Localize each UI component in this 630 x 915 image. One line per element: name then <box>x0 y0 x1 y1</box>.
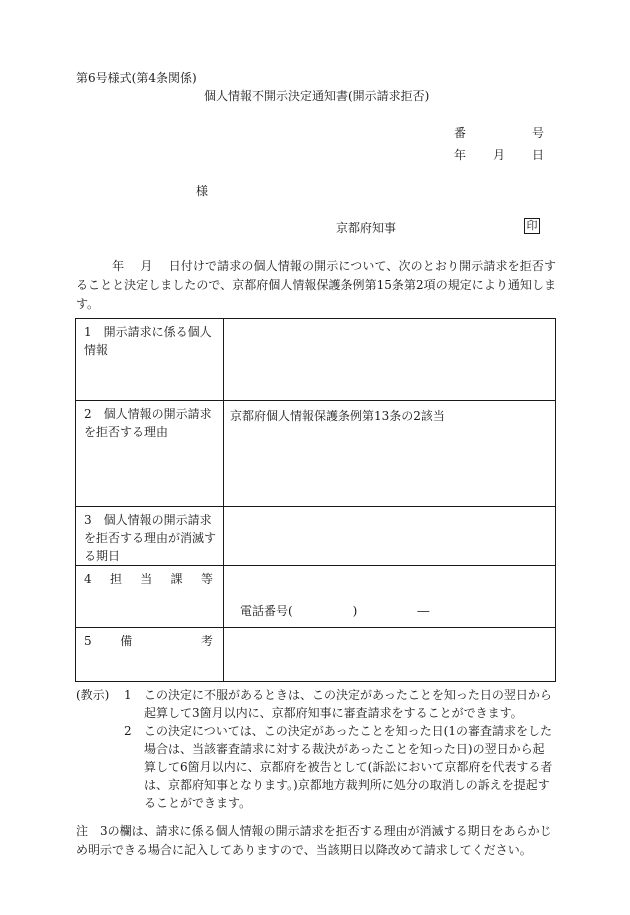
item2-text: この決定については、この決定があったことを知った日(1の審査請求をした場合は、当該審査請求に対する裁決があったことを知った日)の翌日から起算して6箇月以内に、京都府を被告として(訴訟において京都府を代表する者は、京都府知事となります。)京都地方裁判所に処分の取消しの訴えを提起することができます。 <box>144 724 553 810</box>
month-label: 月 <box>492 148 505 162</box>
table-row <box>76 319 556 401</box>
row5-value <box>224 628 556 682</box>
body-text: 日付けで請求の個人情報の開示について、次のとおり開示請求を拒否することと決定しましたので、京都府個人情報保護条例第15条第2項の規定により通知します。 <box>76 259 556 311</box>
table-row <box>76 401 556 507</box>
body-year-label: 年 <box>112 259 125 273</box>
row5-label <box>76 628 224 682</box>
sender-name: 京都府知事 <box>336 221 397 235</box>
notice-body <box>76 257 556 314</box>
row2-value: 京都府個人情報保護条例第13条の2該当 <box>224 401 556 507</box>
row1-label: 1 開示請求に係る個人情報 <box>76 319 224 401</box>
row4-label-char: 当 <box>140 572 153 586</box>
body-month-label: 月 <box>140 259 153 273</box>
item1-text: この決定に不服があるときは、この決定があったことを知った日の翌日から起算して3箇月以内に、京都府知事に審査請求をすることができます。 <box>144 688 552 720</box>
day-label: 日 <box>531 148 544 162</box>
row3-label: 3 個人情報の開示請求を拒否する理由が消滅する期日 <box>76 507 224 566</box>
table-row <box>76 566 556 628</box>
item2-number: 2 <box>124 724 132 738</box>
footnote: 注 3の欄は、請求に係る個人情報の開示請求を拒否する理由が消滅する期日をあらかじめ明示できる場合に記入してありますので、当該期日以降改めて請求してください。 <box>76 824 552 857</box>
item1-number: 1 <box>124 688 132 702</box>
row4-label-char: 課 <box>170 572 183 586</box>
date-row <box>454 146 544 164</box>
ban-label: 番 <box>454 126 467 140</box>
go-label: 号 <box>531 126 544 140</box>
table-row <box>76 628 556 682</box>
decision-table <box>75 318 556 682</box>
row4-label-no: 4 <box>84 572 92 586</box>
item2-text-wrap <box>144 722 556 812</box>
row4-value <box>224 566 556 628</box>
number-row <box>454 124 544 142</box>
row1-value <box>224 319 556 401</box>
instruction-item-2 <box>76 722 556 812</box>
row5-label-char: 備 <box>120 634 133 648</box>
instructions-heading: (教示) <box>76 688 110 702</box>
instruction-item-1 <box>76 686 556 722</box>
instructions-block <box>76 686 556 812</box>
document-title: 個人情報不開示決定通知書(開示請求拒否) <box>204 89 430 103</box>
phone-number-line: 電話番号( ) ― <box>240 604 430 618</box>
seal-stamp-box: 印 <box>524 218 540 234</box>
row5-label-char: 考 <box>200 634 213 648</box>
row4-label <box>76 566 224 628</box>
table-row <box>76 507 556 566</box>
row3-value <box>224 507 556 566</box>
row2-label: 2 個人情報の開示請求を拒否する理由 <box>76 401 224 507</box>
addressee-sama: 様 <box>196 184 209 198</box>
row4-label-char: 担 <box>109 572 122 586</box>
row4-label-char: 等 <box>200 572 213 586</box>
row5-label-no: 5 <box>84 634 92 648</box>
year-label: 年 <box>454 148 467 162</box>
item1-text-wrap <box>144 686 556 722</box>
date-block <box>454 124 544 168</box>
form-number: 第6号様式(第4条関係) <box>76 71 197 85</box>
